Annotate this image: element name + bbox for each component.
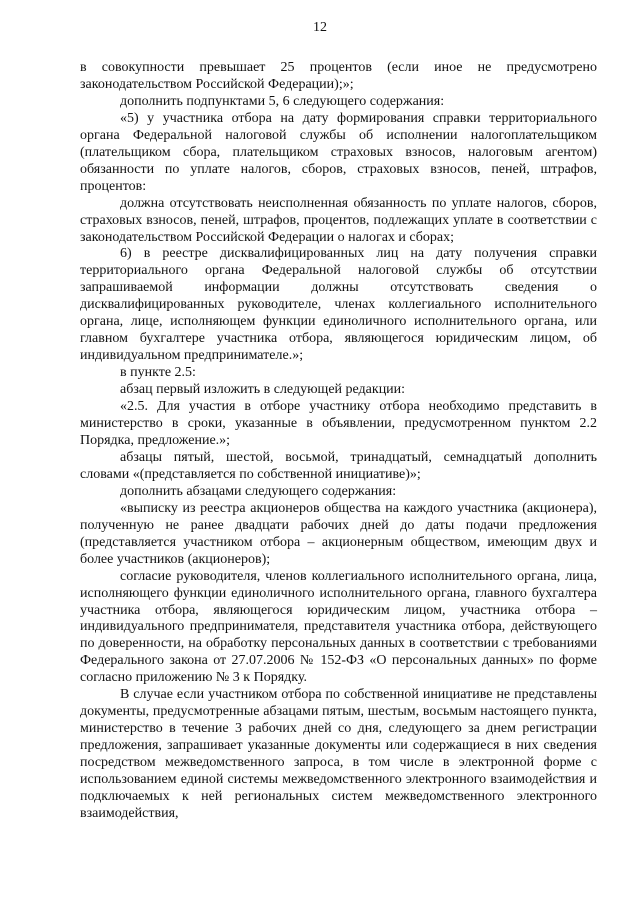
paragraph-no-tax-debt: должна отсутствовать неисполненная обязанность по уплате налогов, сборов, страховых взносов, пеней, штрафов, процентов, подлежащих уплате в соответствии с законодательством Российской Федерации о налогах и сборах; — [80, 195, 597, 245]
paragraph-add-subpoints: дополнить подпунктами 5, 6 следующего содержания: — [120, 93, 445, 109]
paragraph-clause-2-5: в пункте 2.5: — [120, 365, 196, 381]
paragraph-personal-data-consent: согласие руководителя, членов коллегиального исполнительного органа, лица, исполняющего функции единоличного исполнительного органа, главного бухгалтера участника отбора, являющегося юридическим лицом, участника отбора – индивидуального предпринимателя, представителя участника отбора, действующего по доверенности, на обработку персональных данных в соответствии с требованиями Федерального закона от 27.07.2006 № 152-ФЗ «О персональных данных» по форме согласно приложению № 3 к Порядку. — [80, 568, 597, 686]
paragraph-continuation: в совокупности превышает 25 процентов (если иное не предусмотрено законодательством Российской Федерации);»; — [80, 60, 597, 92]
paragraph-add-abzacs: дополнить абзацами следующего содержания: — [120, 483, 397, 499]
paragraph-subpoint-6: 6) в реестре дисквалифицированных лиц на дату получения справки территориального органа Федеральной налоговой службы об отсутствии запрашиваемой информации должны отсутствовать сведения о дисквалифицированных руководителе, членах коллегиального исполнительного органа, лице, исполняющем функции единоличного исполнительного органа, или главном бухгалтере участника отбора, являющегося юридическим лицом, об индивидуальном предпринимателе.»; — [80, 246, 597, 364]
paragraph-shareholder-register: «выписку из реестра акционеров общества на каждого участника (акционера), полученную не ранее двадцати рабочих дней до даты подачи предложения (представляется участником отбора – акционерным обществом, имеющим двух и более участников (акционеров); — [80, 500, 597, 567]
paragraph-subpoint-5: «5) у участника отбора на дату формирования справки территориального органа Федеральной налоговой службы об исполнении налогоплательщиком (плательщиком сбора, плательщиком страховых взносов, налоговым агентом) обязанности по уплате налогов, сборов, страховых взносов, пеней, штрафов, процентов: — [80, 110, 597, 194]
page-number: 12 — [313, 20, 327, 35]
paragraph-abzacs-supplement: абзацы пятый, шестой, восьмой, тринадцатый, семнадцатый дополнить словами «(представляется по собственной инициативе)»; — [80, 449, 597, 482]
document-body — [80, 60, 597, 823]
paragraph-interagency-request: В случае если участником отбора по собственной инициативе не представлены документы, предусмотренные абзацами пятым, шестым, восьмым настоящего пункта, министерство в течение 3 рабочих дней со дня, следующего за днем регистрации предложения, запрашивает указанные документы или содержащиеся в них сведения посредством межведомственного запроса, в том числе в электронной форме с использованием единой системы межведомственного электронного взаимодействия и подключаемых к ней региональных систем межведомственного электронного взаимодействия, — [80, 687, 597, 821]
paragraph-quote-2-5: «2.5. Для участия в отборе участнику отбора необходимо представить в министерство в сроки, указанные в объявлении, предусмотренном пунктом 2.2 Порядка, предложение.»; — [80, 399, 597, 448]
paragraph-first-abzac: абзац первый изложить в следующей редакции: — [120, 382, 406, 398]
